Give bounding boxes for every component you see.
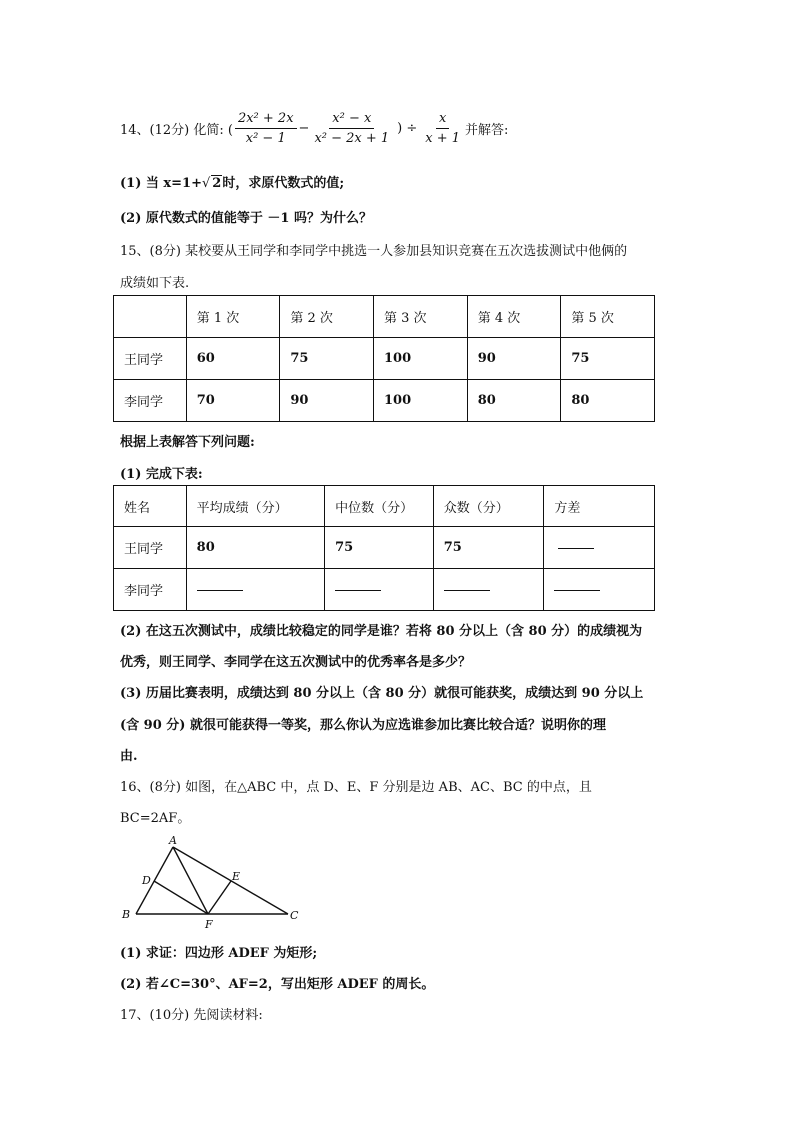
q15-stem-line1: 15、(8分) 某校要从王同学和李同学中挑选一人参加县知识竞赛在五次选拔测试中他俩的: [120, 244, 628, 259]
q15-part2-line1: (2) 在这五次测试中，成绩比较稳定的同学是谁？若将 80 分以上（含 80 分）的成绩视为: [120, 624, 643, 639]
minus-sign: −: [298, 120, 310, 136]
fraction-1: $\frac{\text{2x² + 2x}}{\text{x² − 1}}$: [235, 111, 297, 146]
label-e: E: [232, 870, 241, 883]
label-b: B: [122, 908, 131, 921]
table-cell: 75: [280, 338, 374, 380]
q14-prefix: 14、(12分) 化简: (: [120, 122, 233, 138]
table-cell: 80: [561, 380, 655, 422]
q16-part1: (1) 求证：四边形 ADEF 为矩形;: [120, 946, 318, 961]
q15-instructions: 根据上表解答下列问题:: [120, 435, 255, 450]
table-cell: 90: [467, 338, 561, 380]
q15-part2-line2: 优秀，则王同学、李同学在这五次测试中的优秀率各是多少？: [120, 655, 472, 670]
table-cell: 80: [467, 380, 561, 422]
table-header-row: [114, 296, 655, 338]
q15-part1: (1) 完成下表:: [120, 467, 203, 482]
table-row: [114, 338, 655, 380]
answer-blank-cell[interactable]: [325, 569, 434, 611]
q16-stem-line1: 16、(8分) 如图，在△ABC 中，点 D、E、F 分别是边 AB、AC、BC 的中点，且: [120, 780, 592, 795]
table-header-cell: 众数（分）: [433, 486, 544, 527]
table-header-cell: 平均成绩（分）: [186, 486, 324, 527]
table-cell: 75: [561, 338, 655, 380]
answer-blank[interactable]: [444, 589, 490, 591]
answer-blank-cell[interactable]: [544, 569, 655, 611]
table-header-cell: 第 1 次: [186, 296, 280, 338]
q15-stem-line2: 成绩如下表.: [120, 276, 190, 291]
divide-sign: ) ÷: [397, 120, 418, 136]
table-cell: 王同学: [114, 527, 187, 569]
sqrt-value: 2: [212, 176, 222, 191]
table-header-cell: 第 4 次: [467, 296, 561, 338]
table-cell: 100: [374, 338, 468, 380]
q15-part3-line1: (3) 历届比赛表明，成绩达到 80 分以上（含 80 分）就很可能获奖，成绩达到 90 分以上: [120, 686, 644, 701]
table-cell: 60: [186, 338, 280, 380]
label-d: D: [142, 874, 151, 887]
q14-suffix: 并解答:: [465, 122, 509, 138]
triangle-figure: [118, 832, 308, 932]
q16-stem-line2: BC=2AF。: [120, 811, 191, 826]
answer-blank[interactable]: [558, 547, 594, 549]
q14-part1: [120, 172, 344, 191]
fraction-2: $\frac{\text{x² − x}}{\text{x² − 2x + 1}}$: [314, 110, 390, 146]
q15-part3-line2: (含 90 分) 就很可能获得一等奖，那么你认为应选谁参加比赛比较合适？说明你的理: [120, 718, 606, 733]
sqrt-symbol: √: [201, 176, 211, 191]
q14-part1-text-b: 时，求原代数式的值;: [222, 176, 345, 191]
label-a: A: [169, 834, 177, 847]
table-header-cell: 第 3 次: [374, 296, 468, 338]
table-cell: 75: [433, 527, 544, 569]
stats-table: [113, 485, 655, 611]
table-cell: 李同学: [114, 569, 187, 611]
q14-stem: [120, 108, 508, 148]
table-cell: 李同学: [114, 380, 187, 422]
table-header-cell: 姓名: [114, 486, 187, 527]
table-header-cell: 第 2 次: [280, 296, 374, 338]
q17-stem: 17、(10分) 先阅读材料:: [120, 1008, 263, 1023]
table-cell: 80: [186, 527, 324, 569]
label-f: F: [205, 918, 213, 931]
score-table: [113, 295, 655, 422]
table-row: [114, 380, 655, 422]
q16-part2: (2) 若∠C=30°、AF=2，写出矩形 ADEF 的周长。: [120, 977, 435, 992]
table-row: [114, 569, 655, 611]
segment-ef: [208, 881, 231, 914]
answer-blank[interactable]: [554, 589, 600, 591]
label-c: C: [290, 909, 299, 922]
q15-part3-line3: 由.: [120, 749, 138, 764]
table-header-cell: 中位数（分）: [325, 486, 434, 527]
table-header-cell: [114, 296, 187, 338]
table-header-cell: 方差: [544, 486, 655, 527]
q14-part1-text-a: (1) 当 x=1+: [120, 176, 202, 191]
table-cell: 70: [186, 380, 280, 422]
table-row: [114, 527, 655, 569]
table-cell: 100: [374, 380, 468, 422]
table-header-row: [114, 486, 655, 527]
answer-blank[interactable]: [197, 589, 243, 591]
table-cell: 75: [325, 527, 434, 569]
answer-blank-cell[interactable]: [186, 569, 324, 611]
answer-blank-cell[interactable]: [544, 527, 655, 569]
q14-part2: (2) 原代数式的值能等于 －1 吗？为什么？: [120, 211, 372, 226]
table-cell: 90: [280, 380, 374, 422]
table-header-cell: 第 5 次: [561, 296, 655, 338]
answer-blank-cell[interactable]: [433, 569, 544, 611]
fraction-3: $\frac{x}{x + 1}$: [425, 110, 461, 146]
answer-blank[interactable]: [335, 589, 381, 591]
table-cell: 王同学: [114, 338, 187, 380]
